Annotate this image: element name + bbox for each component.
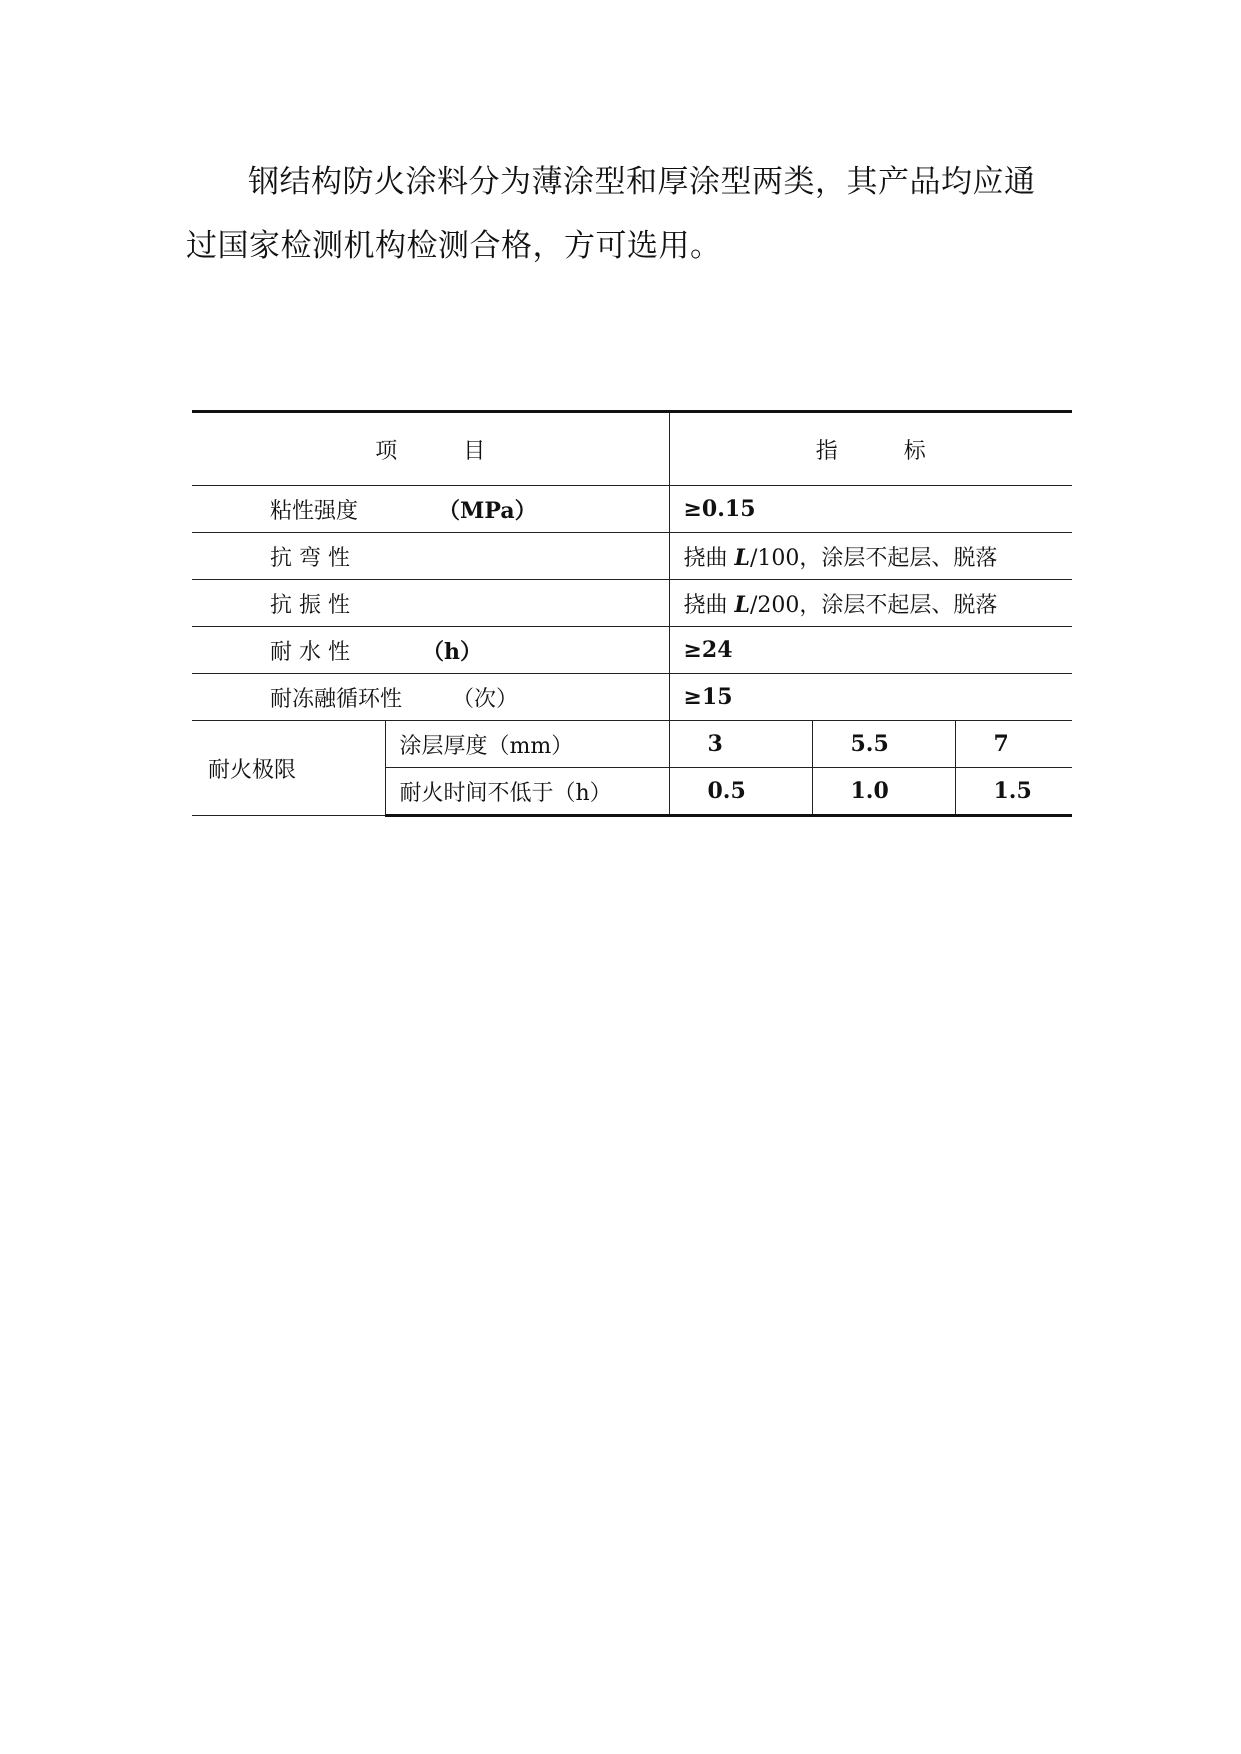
value-italic: L [734, 591, 750, 618]
table-header-row [192, 412, 1072, 486]
property-cell [192, 486, 669, 533]
time-value: 1.0 [812, 768, 955, 816]
time-value: 1.5 [955, 768, 1072, 816]
property-unit: （次） [452, 686, 519, 712]
table-row [192, 627, 1072, 674]
fire-coating-spec-table [192, 410, 1072, 817]
table-row [192, 486, 1072, 533]
header-item: 项 目 [192, 412, 669, 486]
value-cell [669, 533, 1072, 580]
time-value: 0.5 [669, 768, 812, 816]
value-rest: /100，涂层不起层、脱落 [749, 545, 998, 571]
thickness-value: 7 [955, 721, 1072, 768]
header-index: 指 标 [669, 412, 1072, 486]
property-name: 抗 振 性 [270, 592, 350, 618]
fire-limit-group-cell: 耐火极限 [192, 721, 385, 816]
property-value: ≥0.15 [683, 496, 756, 522]
value-prefix: 挠曲 [683, 545, 735, 571]
thickness-value: 3 [669, 721, 812, 768]
value-cell [669, 486, 1072, 533]
thickness-value: 5.5 [812, 721, 955, 768]
property-name: 抗 弯 性 [270, 545, 350, 571]
table-row [192, 533, 1072, 580]
table-row [192, 721, 1072, 768]
property-cell [192, 627, 669, 674]
value-cell [669, 674, 1072, 721]
time-label: 耐火时间不低于（h） [385, 768, 669, 816]
value-cell [669, 627, 1072, 674]
property-unit: （MPa） [438, 497, 537, 524]
property-name: 耐冻融循环性 [270, 686, 403, 712]
property-value: ≥24 [683, 637, 733, 663]
value-rest: /200，涂层不起层、脱落 [749, 592, 998, 618]
value-italic: L [734, 544, 750, 571]
value-prefix: 挠曲 [683, 592, 735, 618]
property-cell [192, 533, 669, 580]
table-row [192, 674, 1072, 721]
thickness-label: 涂层厚度（mm） [385, 721, 669, 768]
property-value: ≥15 [683, 684, 733, 710]
property-name: 耐 水 性 [270, 639, 350, 665]
intro-paragraph: 钢结构防火涂料分为薄涂型和厚涂型两类，其产品均应通过国家检测机构检测合格，方可选用。 [186, 164, 1036, 264]
property-cell [192, 674, 669, 721]
property-unit: （h） [422, 638, 482, 665]
value-cell [669, 580, 1072, 627]
property-cell [192, 580, 669, 627]
table-row [192, 580, 1072, 627]
property-name: 粘性强度 [270, 498, 359, 524]
